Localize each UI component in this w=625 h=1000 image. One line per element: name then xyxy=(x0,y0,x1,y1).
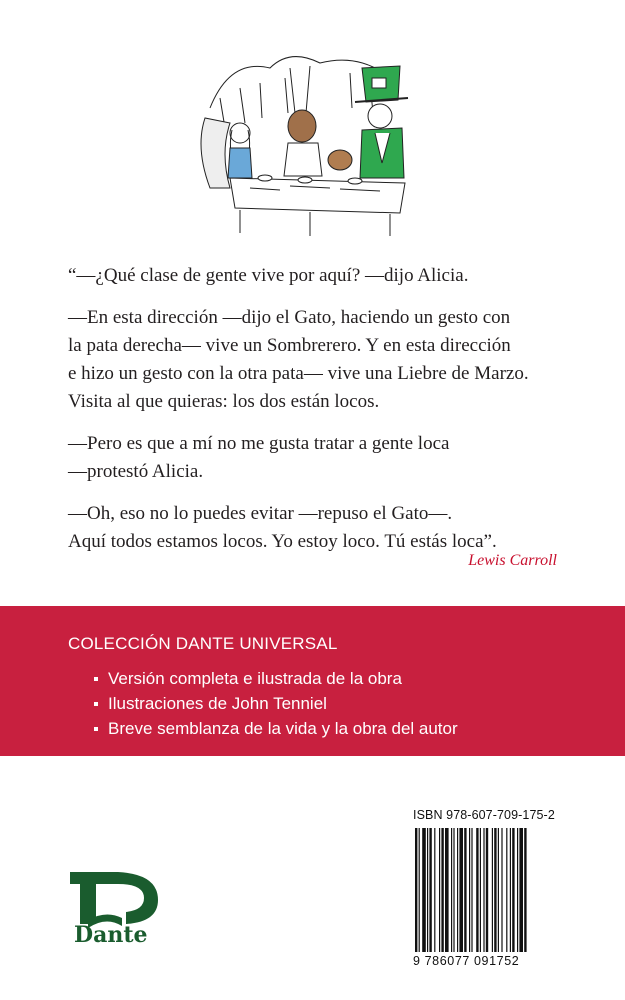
quote-author: Lewis Carroll xyxy=(468,552,557,569)
barcode-bar xyxy=(445,828,449,952)
barcode-bar xyxy=(464,828,466,952)
feature-item: Breve semblanza de la vida y la obra del autor xyxy=(94,716,458,741)
barcode-bars xyxy=(413,828,561,952)
barcode-bar xyxy=(524,828,526,952)
barcode-bar xyxy=(429,828,431,952)
barcode-bar xyxy=(469,828,470,952)
barcode-bar xyxy=(459,828,463,952)
barcode-bar xyxy=(451,828,452,952)
barcode-bar xyxy=(494,828,496,952)
barcode-bar xyxy=(471,828,472,952)
quote-line: —En esta dirección —dijo el Gato, haciendo un gesto con xyxy=(68,307,511,328)
barcode-bar xyxy=(476,828,478,952)
feature-item: Ilustraciones de John Tenniel xyxy=(94,691,458,716)
barcode-bar xyxy=(483,828,484,952)
feature-item: Versión completa e ilustrada de la obra xyxy=(94,666,458,691)
barcode-bar xyxy=(501,828,502,952)
publisher-name: Dante xyxy=(74,922,148,948)
barcode-bar xyxy=(457,828,458,952)
barcode-bar xyxy=(427,828,428,952)
quote-line: Visita al que quieras: los dos están locos. xyxy=(68,391,380,412)
tea-party-illustration xyxy=(190,38,430,238)
isbn-label: ISBN 978-607-709-175-2 xyxy=(413,808,555,822)
quote-line: —Oh, eso no lo puedes evitar —repuso el Gato—. xyxy=(68,503,453,524)
barcode-bar xyxy=(512,828,514,952)
quote-line: Aquí todos estamos locos. Yo estoy loco. Tú estás loca”. xyxy=(68,531,497,552)
quote-line: e hizo un gesto con la otra pata— vive una Liebre de Marzo. xyxy=(68,363,529,384)
collection-band xyxy=(0,606,625,756)
quote-line: —Pero es que a mí no me gusta tratar a gente loca xyxy=(68,433,450,454)
barcode-bar xyxy=(486,828,488,952)
collection-title: COLECCIÓN DANTE UNIVERSAL xyxy=(68,634,338,653)
barcode-bar xyxy=(510,828,511,952)
back-cover-quote xyxy=(68,262,568,570)
quote-paragraph-3 xyxy=(68,430,568,486)
barcode-bar xyxy=(506,828,507,952)
barcode-bar xyxy=(422,828,426,952)
barcode-bar xyxy=(498,828,499,952)
barcode-bar xyxy=(439,828,440,952)
barcode-bar xyxy=(434,828,435,952)
barcode-digits: 9 786077 091752 xyxy=(413,954,520,968)
quote-paragraph-4 xyxy=(68,500,568,556)
quote-line: la pata derecha— vive un Sombrerero. Y en esta dirección xyxy=(68,335,511,356)
barcode-bar xyxy=(480,828,481,952)
quote-paragraph-2 xyxy=(68,304,568,416)
barcode-bar xyxy=(517,828,518,952)
barcode-bar xyxy=(519,828,523,952)
isbn-barcode xyxy=(413,808,561,972)
quote-line: —protestó Alicia. xyxy=(68,461,204,482)
quote-paragraph-1 xyxy=(68,262,568,290)
quote-line: “—¿Qué clase de gente vive por aquí? —dijo Alicia. xyxy=(68,265,469,286)
barcode-bar xyxy=(441,828,443,952)
barcode-bar xyxy=(419,828,420,952)
barcode-bar xyxy=(453,828,454,952)
barcode-bar xyxy=(415,828,417,952)
barcode-bar xyxy=(492,828,493,952)
collection-features xyxy=(94,666,458,741)
